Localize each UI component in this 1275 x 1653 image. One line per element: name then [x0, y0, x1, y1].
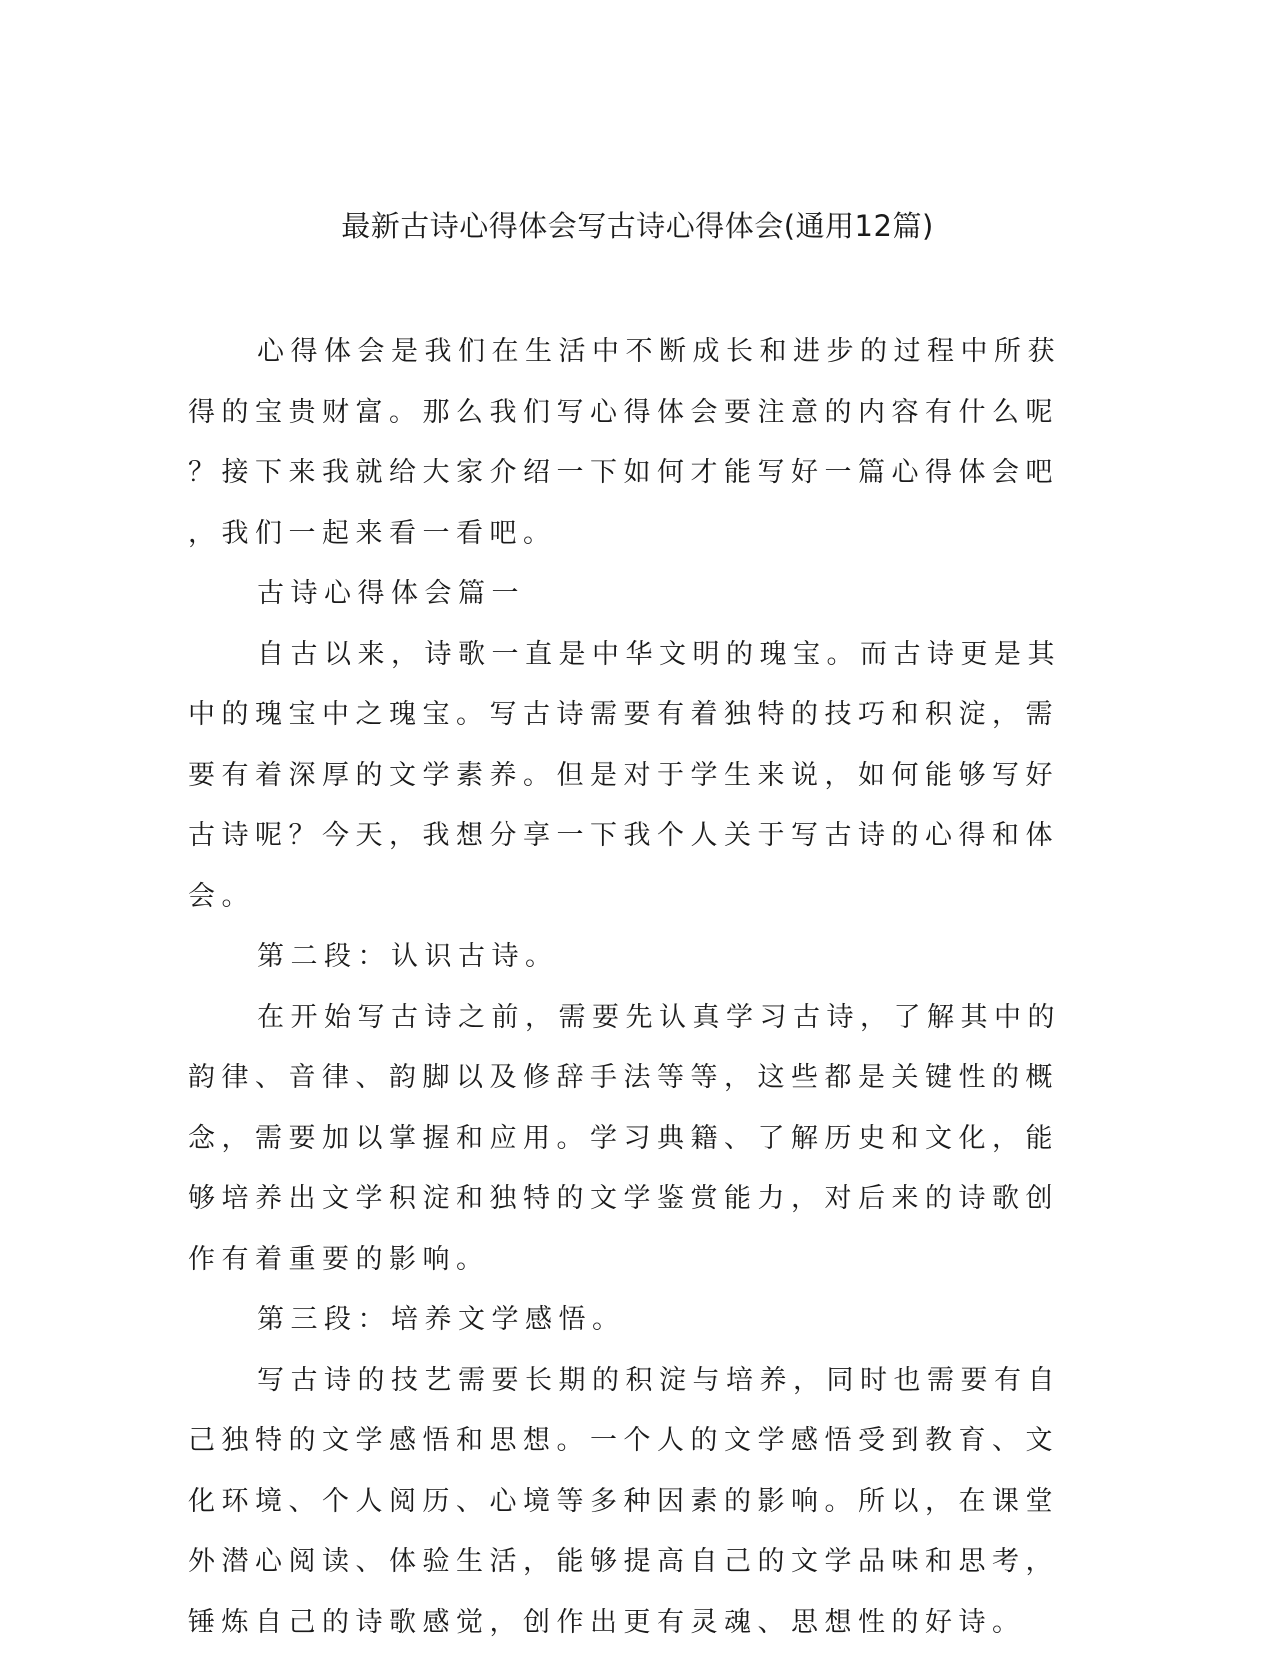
intro-paragraph: 心得体会是我们在生活中不断成长和进步的过程中所获得的宝贵财富。那么我们写心得体会要注意的内容有什么呢？接下来我就给大家介绍一下如何才能写好一篇心得体会吧，我们一起来看一看吧。: [188, 322, 1072, 564]
section-heading-third: 第三段：培养文学感悟。: [188, 1290, 1072, 1351]
body-paragraph: 写古诗的技艺需要长期的积淀与培养，同时也需要有自己独特的文学感悟和思想。一个人的文学感悟受到教育、文化环境、个人阅历、心境等多种因素的影响。所以，在课堂外潜心阅读、体验生活，能够提高自己的文学品味和思考，锤炼自己的诗歌感觉，创作出更有灵魂、思想性的好诗。: [188, 1351, 1072, 1653]
body-paragraph: 自古以来，诗歌一直是中华文明的瑰宝。而古诗更是其中的瑰宝中之瑰宝。写古诗需要有着独特的技巧和积淀，需要有着深厚的文学素养。但是对于学生来说，如何能够写好古诗呢？今天，我想分享一下我个人关于写古诗的心得和体会。: [188, 625, 1072, 928]
document-title: 最新古诗心得体会写古诗心得体会(通用12篇): [0, 206, 1275, 246]
document-body: [188, 322, 1072, 1653]
section-heading-second: 第二段：认识古诗。: [188, 927, 1072, 988]
body-paragraph: 在开始写古诗之前，需要先认真学习古诗，了解其中的韵律、音律、韵脚以及修辞手法等等，这些都是关键性的概念，需要加以掌握和应用。学习典籍、了解历史和文化，能够培养出文学积淀和独特的文学鉴赏能力，对后来的诗歌创作有着重要的影响。: [188, 988, 1072, 1291]
section-heading-part-one: 古诗心得体会篇一: [188, 564, 1072, 625]
